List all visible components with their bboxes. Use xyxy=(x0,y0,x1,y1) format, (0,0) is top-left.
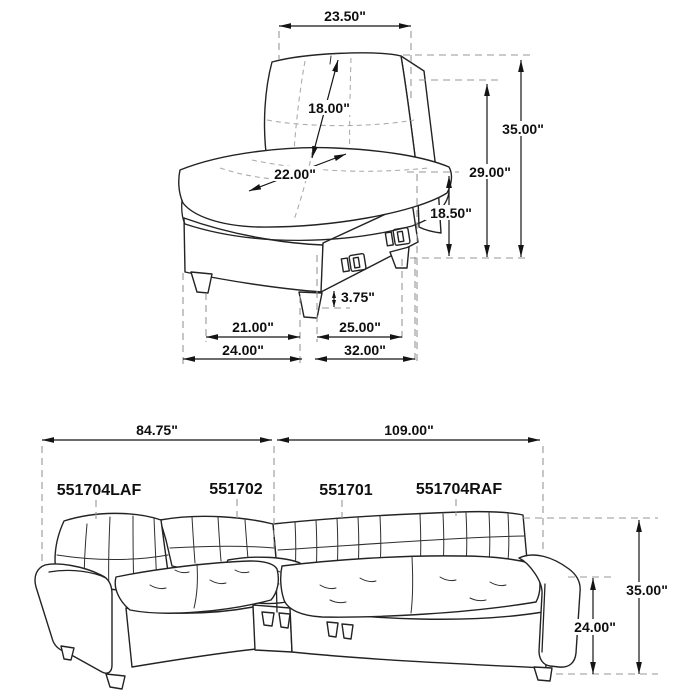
dim-overall-depth: 32.00" xyxy=(344,342,386,358)
part-label-corner: 551702 xyxy=(209,481,263,498)
dim-left-length: 84.75" xyxy=(136,422,178,438)
dim-back-length: 18.00" xyxy=(308,100,350,116)
sofa-leg xyxy=(262,612,274,626)
sofa-leg xyxy=(279,613,290,628)
sectional-corner-base xyxy=(253,605,292,652)
sofa-leg xyxy=(342,624,353,639)
armless-chair-diagram xyxy=(179,8,549,364)
sectional-left-rail xyxy=(126,607,256,667)
sofa-leg xyxy=(534,667,552,681)
dim-sectional-height: 35.00" xyxy=(626,582,668,598)
sectional-line-art xyxy=(35,512,580,689)
dim-back-width: 23.50" xyxy=(324,8,366,24)
dim-seat-depth: 22.00" xyxy=(274,166,316,182)
dim-right-length: 109.00" xyxy=(384,422,434,438)
chair-leg xyxy=(191,272,212,293)
dim-base-height: 18.50" xyxy=(430,205,472,221)
part-label-raf: 551704RAF xyxy=(415,481,503,498)
dim-overall-width: 24.00" xyxy=(222,342,264,358)
sofa-leg xyxy=(106,674,125,689)
sofa-leg xyxy=(61,646,74,660)
dim-arm-height: 24.00" xyxy=(574,619,616,635)
part-label-armless: 551701 xyxy=(319,482,373,499)
part-label-laf: 551704LAF xyxy=(56,482,142,499)
chair-leg xyxy=(299,292,322,318)
dim-inner-width: 21.00" xyxy=(232,319,274,335)
dim-seat-back-height: 29.00" xyxy=(469,164,511,180)
sofa-leg xyxy=(327,622,338,637)
dim-inner-depth: 25.00" xyxy=(339,319,381,335)
dim-overall-height: 35.00" xyxy=(502,121,544,137)
sectional-right-seats xyxy=(281,556,540,617)
sectional-diagram xyxy=(35,422,675,689)
dim-leg-height: 3.75" xyxy=(341,289,375,305)
sectional-left-arm xyxy=(35,564,112,673)
